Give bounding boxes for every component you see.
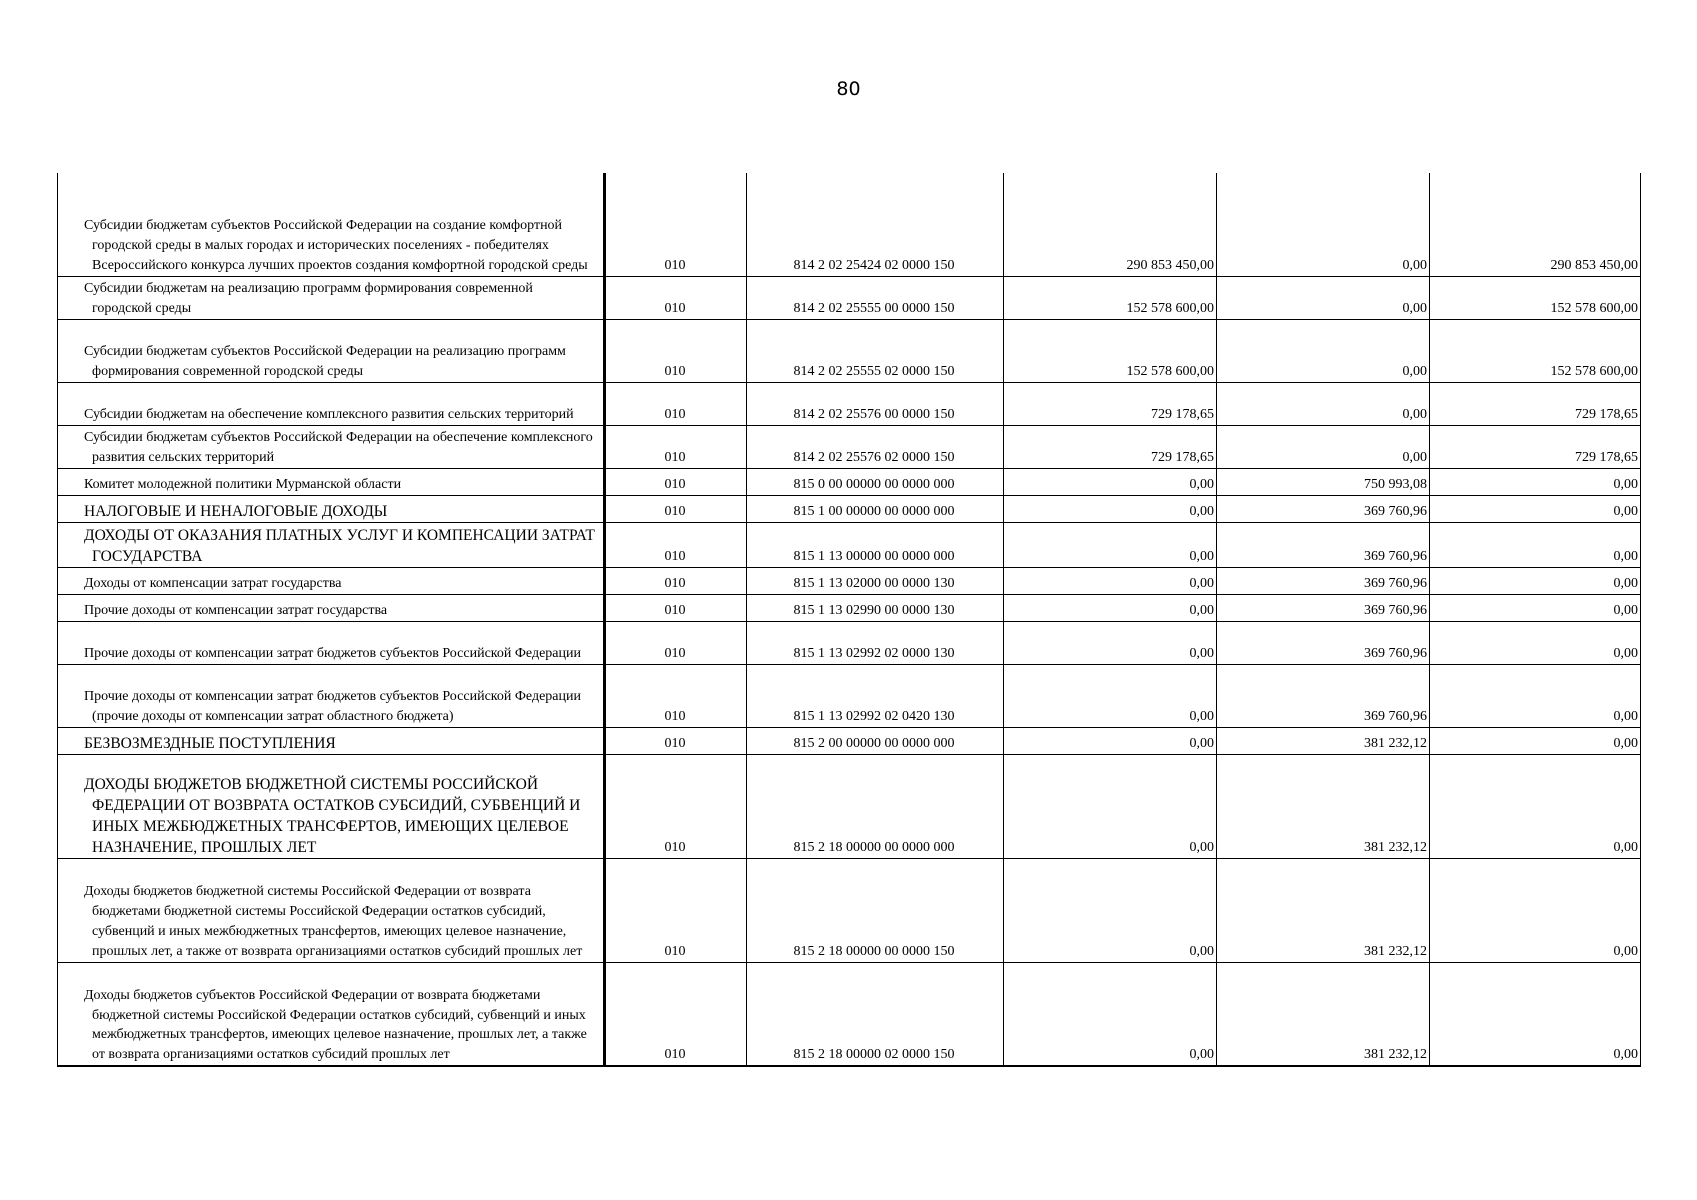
row-value-2: 0,00 <box>1217 382 1430 425</box>
row-value-2: 369 760,96 <box>1217 522 1430 567</box>
row-value-3: 729 178,65 <box>1430 425 1641 468</box>
row-kbk: 814 2 02 25555 02 0000 150 <box>747 319 1004 382</box>
row-code: 010 <box>605 727 747 754</box>
row-kbk: 814 2 02 25555 00 0000 150 <box>747 276 1004 319</box>
row-value-2: 381 232,12 <box>1217 727 1430 754</box>
table-row <box>58 173 1641 276</box>
row-code: 010 <box>605 664 747 727</box>
row-name: Доходы от компенсации затрат государства <box>58 567 605 594</box>
row-value-2: 0,00 <box>1217 425 1430 468</box>
row-name: Субсидии бюджетам на обеспечение комплексного развития сельских территорий <box>58 382 605 425</box>
row-value-1: 0,00 <box>1004 522 1217 567</box>
row-value-1: 0,00 <box>1004 468 1217 495</box>
row-kbk: 815 2 00 00000 00 0000 000 <box>747 727 1004 754</box>
row-value-3: 729 178,65 <box>1430 382 1641 425</box>
row-value-2: 369 760,96 <box>1217 621 1430 664</box>
row-kbk: 815 1 13 02992 02 0420 130 <box>747 664 1004 727</box>
row-name: Прочие доходы от компенсации затрат государства <box>58 594 605 621</box>
table-row <box>58 276 1641 319</box>
row-code: 010 <box>605 567 747 594</box>
row-value-1: 0,00 <box>1004 858 1217 962</box>
row-value-3: 0,00 <box>1430 495 1641 522</box>
row-code: 010 <box>605 754 747 858</box>
row-value-1: 0,00 <box>1004 567 1217 594</box>
table-row <box>58 567 1641 594</box>
row-code: 010 <box>605 276 747 319</box>
row-value-3: 0,00 <box>1430 962 1641 1066</box>
row-kbk: 814 2 02 25576 02 0000 150 <box>747 425 1004 468</box>
row-name: Субсидии бюджетам субъектов Российской Федерации на реализацию программ формирования современной городской среды <box>58 319 605 382</box>
row-kbk: 815 1 13 02992 02 0000 130 <box>747 621 1004 664</box>
row-name: БЕЗВОЗМЕЗДНЫЕ ПОСТУПЛЕНИЯ <box>58 727 605 754</box>
revenue-table <box>57 173 1641 1067</box>
row-name: Доходы бюджетов бюджетной системы Российской Федерации от возврата бюджетами бюджетной системы Российской Федерации остатков субсидий, субвенций и иных межбюджетных трансфертов, имеющих целевое назначение, прошлых лет, а также от возврата организациями остатков субсидий прошлых лет <box>58 858 605 962</box>
table-row <box>58 962 1641 1066</box>
row-value-3: 152 578 600,00 <box>1430 319 1641 382</box>
page-number: 80 <box>836 78 861 100</box>
row-value-2: 381 232,12 <box>1217 858 1430 962</box>
row-name: Комитет молодежной политики Мурманской области <box>58 468 605 495</box>
row-value-1: 0,00 <box>1004 664 1217 727</box>
row-value-3: 0,00 <box>1430 567 1641 594</box>
row-value-2: 369 760,96 <box>1217 495 1430 522</box>
row-value-1: 0,00 <box>1004 495 1217 522</box>
row-kbk: 814 2 02 25576 00 0000 150 <box>747 382 1004 425</box>
row-kbk: 815 2 18 00000 02 0000 150 <box>747 962 1004 1066</box>
row-kbk: 815 1 00 00000 00 0000 000 <box>747 495 1004 522</box>
row-code: 010 <box>605 858 747 962</box>
row-code: 010 <box>605 594 747 621</box>
row-name: НАЛОГОВЫЕ И НЕНАЛОГОВЫЕ ДОХОДЫ <box>58 495 605 522</box>
row-code: 010 <box>605 468 747 495</box>
row-name: ДОХОДЫ БЮДЖЕТОВ БЮДЖЕТНОЙ СИСТЕМЫ РОССИЙСКОЙ ФЕДЕРАЦИИ ОТ ВОЗВРАТА ОСТАТКОВ СУБСИДИЙ, СУБВЕНЦИЙ И ИНЫХ МЕЖБЮДЖЕТНЫХ ТРАНСФЕРТОВ, ИМЕЮЩИХ ЦЕЛЕВОЕ НАЗНАЧЕНИЕ, ПРОШЛЫХ ЛЕТ <box>58 754 605 858</box>
table-row <box>58 495 1641 522</box>
row-code: 010 <box>605 495 747 522</box>
row-name: Доходы бюджетов субъектов Российской Федерации от возврата бюджетами бюджетной системы Российской Федерации остатков субсидий, субвенций и иных межбюджетных трансфертов, имеющих целевое назначение, прошлых лет, а также от возврата организациями остатков субсидий прошлых лет <box>58 962 605 1066</box>
row-kbk: 815 1 13 00000 00 0000 000 <box>747 522 1004 567</box>
row-kbk: 815 0 00 00000 00 0000 000 <box>747 468 1004 495</box>
row-name: Субсидии бюджетам субъектов Российской Федерации на создание комфортной городской среды в малых городах и исторических поселениях - победителях Всероссийского конкурса лучших проектов создания комфортной городской среды <box>58 173 605 276</box>
row-code: 010 <box>605 382 747 425</box>
row-kbk: 815 2 18 00000 00 0000 150 <box>747 858 1004 962</box>
row-value-2: 381 232,12 <box>1217 962 1430 1066</box>
row-value-2: 369 760,96 <box>1217 664 1430 727</box>
row-value-3: 0,00 <box>1430 522 1641 567</box>
row-value-3: 152 578 600,00 <box>1430 276 1641 319</box>
row-value-3: 0,00 <box>1430 664 1641 727</box>
table-row <box>58 468 1641 495</box>
row-code: 010 <box>605 319 747 382</box>
row-value-3: 290 853 450,00 <box>1430 173 1641 276</box>
row-kbk: 815 2 18 00000 00 0000 000 <box>747 754 1004 858</box>
row-value-1: 290 853 450,00 <box>1004 173 1217 276</box>
row-value-3: 0,00 <box>1430 621 1641 664</box>
row-kbk: 814 2 02 25424 02 0000 150 <box>747 173 1004 276</box>
row-value-1: 0,00 <box>1004 727 1217 754</box>
row-value-1: 0,00 <box>1004 621 1217 664</box>
row-code: 010 <box>605 173 747 276</box>
row-value-2: 0,00 <box>1217 276 1430 319</box>
table-row <box>58 522 1641 567</box>
row-value-2: 0,00 <box>1217 319 1430 382</box>
table-row <box>58 425 1641 468</box>
row-code: 010 <box>605 425 747 468</box>
row-value-2: 369 760,96 <box>1217 594 1430 621</box>
row-value-3: 0,00 <box>1430 727 1641 754</box>
row-code: 010 <box>605 962 747 1066</box>
table-row <box>58 727 1641 754</box>
row-value-1: 729 178,65 <box>1004 382 1217 425</box>
row-value-3: 0,00 <box>1430 754 1641 858</box>
row-value-1: 0,00 <box>1004 962 1217 1066</box>
table-row <box>58 664 1641 727</box>
table-row <box>58 621 1641 664</box>
row-value-1: 0,00 <box>1004 594 1217 621</box>
row-value-2: 381 232,12 <box>1217 754 1430 858</box>
row-code: 010 <box>605 522 747 567</box>
row-value-3: 0,00 <box>1430 858 1641 962</box>
row-name: Прочие доходы от компенсации затрат бюджетов субъектов Российской Федерации (прочие доходы от компенсации затрат областного бюджета) <box>58 664 605 727</box>
table-row <box>58 594 1641 621</box>
row-name: Прочие доходы от компенсации затрат бюджетов субъектов Российской Федерации <box>58 621 605 664</box>
row-value-1: 152 578 600,00 <box>1004 276 1217 319</box>
row-value-2: 750 993,08 <box>1217 468 1430 495</box>
row-value-3: 0,00 <box>1430 594 1641 621</box>
table-row <box>58 754 1641 858</box>
row-value-1: 152 578 600,00 <box>1004 319 1217 382</box>
table-row <box>58 858 1641 962</box>
row-value-2: 369 760,96 <box>1217 567 1430 594</box>
row-name: Субсидии бюджетам на реализацию программ формирования современной городской среды <box>58 276 605 319</box>
row-value-2: 0,00 <box>1217 173 1430 276</box>
row-name: ДОХОДЫ ОТ ОКАЗАНИЯ ПЛАТНЫХ УСЛУГ И КОМПЕНСАЦИИ ЗАТРАТ ГОСУДАРСТВА <box>58 522 605 567</box>
row-kbk: 815 1 13 02990 00 0000 130 <box>747 594 1004 621</box>
table-row <box>58 382 1641 425</box>
row-value-3: 0,00 <box>1430 468 1641 495</box>
table-row <box>58 319 1641 382</box>
row-code: 010 <box>605 621 747 664</box>
row-kbk: 815 1 13 02000 00 0000 130 <box>747 567 1004 594</box>
row-value-1: 0,00 <box>1004 754 1217 858</box>
row-name: Субсидии бюджетам субъектов Российской Федерации на обеспечение комплексного развития сельских территорий <box>58 425 605 468</box>
row-value-1: 729 178,65 <box>1004 425 1217 468</box>
